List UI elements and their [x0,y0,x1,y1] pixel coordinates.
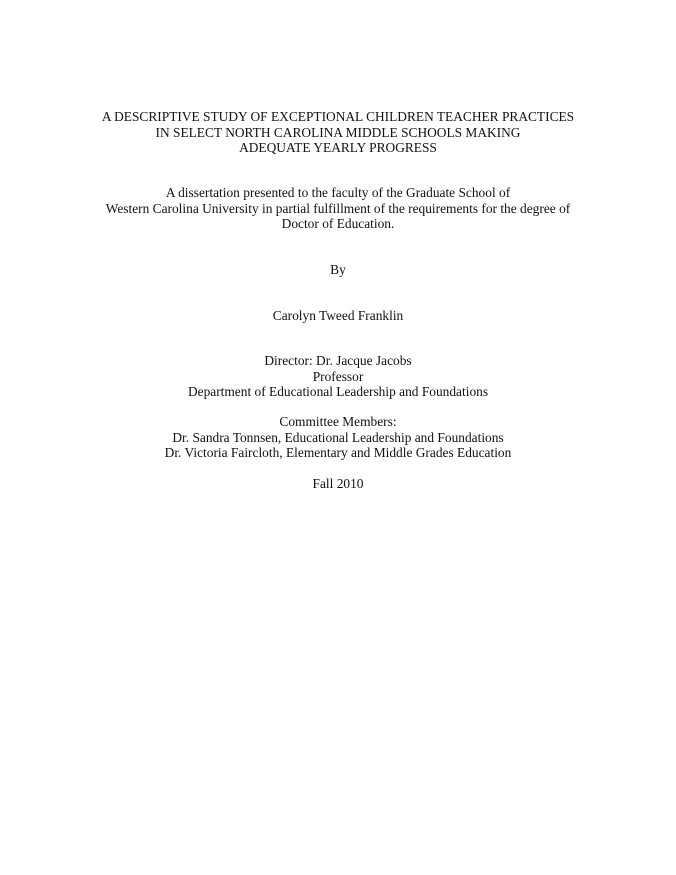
director-info [0,353,676,400]
title-line-3: ADEQUATE YEARLY PROGRESS [239,140,437,156]
committee-member-2: Dr. Victoria Faircloth, Elementary and Middle Grades Education [164,445,512,461]
committee-member-1: Dr. Sandra Tonnsen, Educational Leadership and Foundations [172,429,504,445]
dissertation-title [0,109,676,156]
title-line-2: IN SELECT NORTH CAROLINA MIDDLE SCHOOLS MAKING [155,124,521,140]
submission-date [0,476,676,492]
committee-info [0,414,676,461]
statement-line-1: A dissertation presented to the faculty of the Graduate School of [165,185,511,200]
title-line-1: A DESCRIPTIVE STUDY OF EXCEPTIONAL CHILDREN TEACHER PRACTICES [101,109,575,124]
by-text: By [330,262,346,277]
author-text: Carolyn Tweed Franklin [272,308,404,323]
dissertation-statement [0,185,676,232]
date-text: Fall 2010 [312,476,364,491]
director-department: Department of Educational Leadership and Foundations [187,384,489,400]
by-label [0,262,676,278]
statement-line-2: Western Carolina University in partial fulfillment of the requirements for the degree of [105,200,571,216]
director-rank: Professor [312,368,364,384]
director-line: Director: Dr. Jacque Jacobs [264,353,412,368]
committee-heading: Committee Members: [279,414,397,429]
statement-line-3: Doctor of Education. [281,216,395,232]
author-name [0,308,676,324]
